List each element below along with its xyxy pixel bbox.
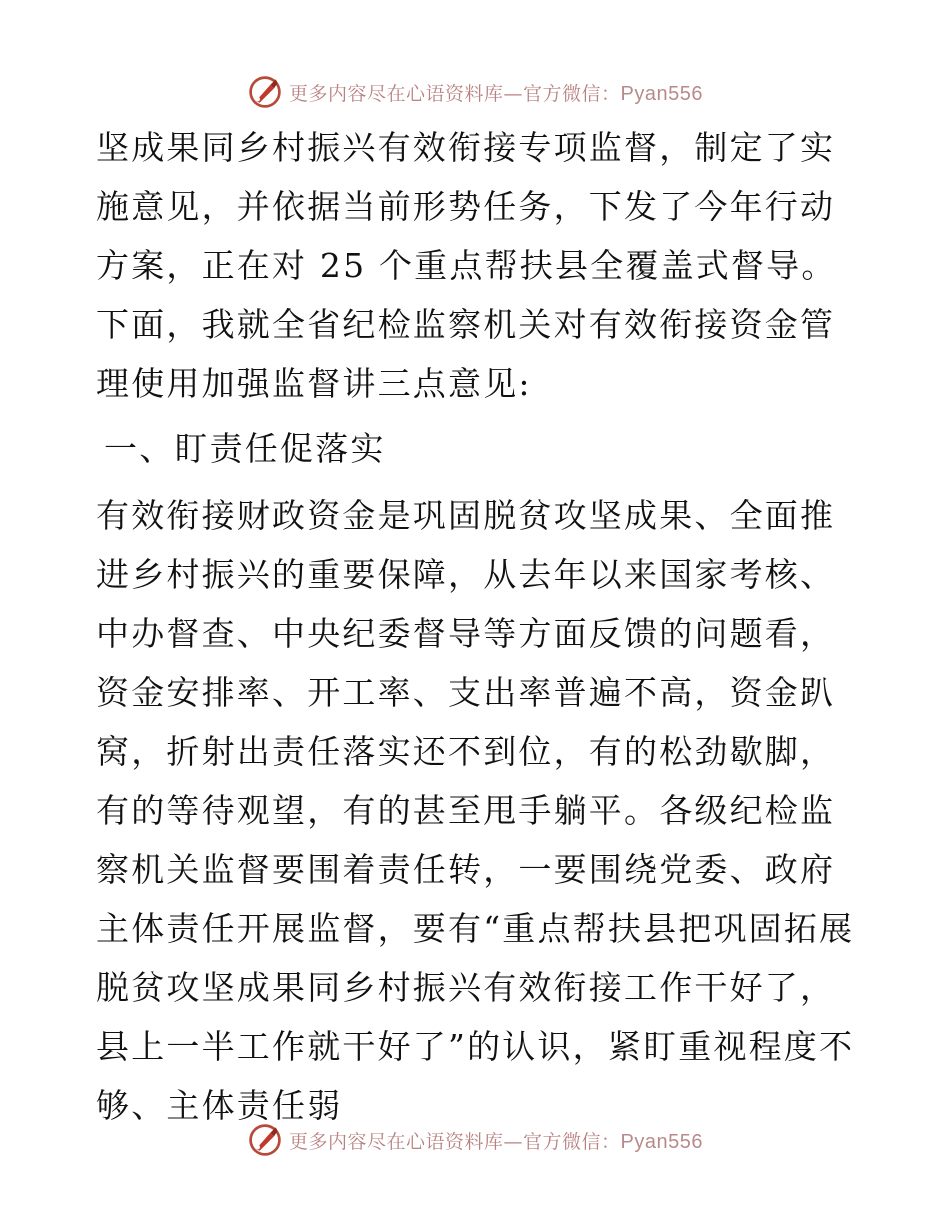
document-body: [96, 118, 856, 1135]
body-paragraph: 坚成果同乡村振兴有效衔接专项监督，制定了实施意见，并依据当前形势任务，下发了今年行动方案，正在对 25 个重点帮扶县全覆盖式督导。下面，我就全省纪检监察机关对有效衔接资金管理使用加强监督讲三点意见:: [96, 128, 837, 403]
header-watermark: [0, 72, 950, 112]
pen-nib-logo-icon: [247, 74, 283, 110]
section-heading: 一、盯责任促落实: [104, 429, 386, 468]
body-paragraph: 有效衔接财政资金是巩固脱贫攻坚成果、全面推进乡村振兴的重要保障，从去年以来国家考核、中办督查、中央纪委督导等方面反馈的问题看，资金安排率、开工率、支出率普遍不高，资金趴窝，折射出责任落实还不到位，有的松劲歇脚，有的等待观望，有的甚至甩手躺平。各级纪检监察机关监督要围着责任转，一要围绕党委、政府主体责任开展监督，要有“重点帮扶县把巩固拓展脱贫攻坚成果同乡村振兴有效衔接工作干好了，县上一半工作就干好了”的认识，紧盯重视程度不够、主体责任弱: [96, 496, 855, 1125]
pen-nib-logo-icon: [247, 1122, 283, 1158]
watermark-text: 更多内容尽在心语资料库—官方微信：Pyan556: [289, 1130, 703, 1153]
watermark-text: 更多内容尽在心语资料库—官方微信：Pyan556: [289, 82, 703, 105]
footer-watermark: [0, 1120, 950, 1160]
